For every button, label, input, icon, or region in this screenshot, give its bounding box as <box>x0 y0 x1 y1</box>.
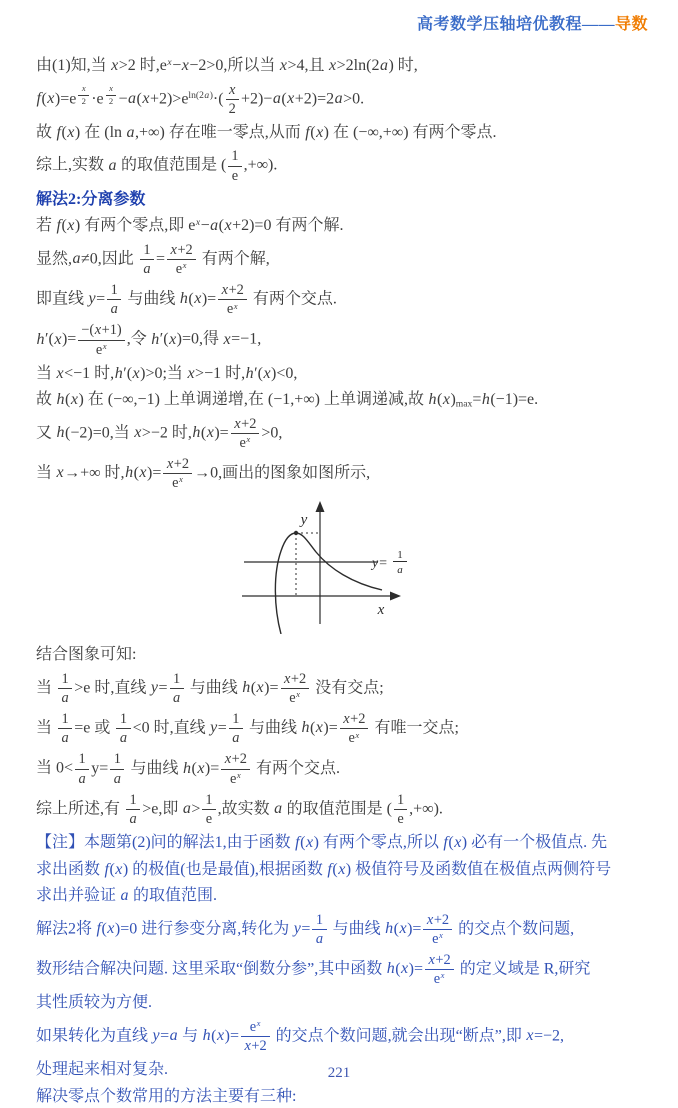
text-line: 故 h(x) 在 (−∞,−1) 上单调递增,在 (−1,+∞) 上单调递减,故 $h(x)_{max}=h(-1)=e$. <box>36 391 539 410</box>
y-axis-label: y <box>300 512 308 529</box>
text-line: f(x)=e $^{\frac{x}{2}}$ ·e $^{\frac{x}{2}}$ $-a(x+2)>e^{ln(2a)}\cdot$( $\frac{x}{2}$ +2)−a(x+2)=2a>0. <box>36 81 365 117</box>
hline-label <box>370 549 407 576</box>
text-line: 如果转化为直线 y=a 与 h(x)= $\frac{e^x}{x+2}$ 的交点个数问题,就会出现“断点”,即 x=−2, <box>36 1018 565 1054</box>
hline-label-numerator: 1 <box>397 549 403 562</box>
page-content <box>0 34 678 1107</box>
text-line: 综上所述,有 $\frac{1}{a}$ >e,即 a> $\frac{1}{e}$ ,故实数 a 的取值范围是 ( $\frac{1}{e}$ ,+∞). <box>36 791 443 827</box>
text-line: 由(1)知,当 x>2 时$,e^x-x-2>0$,所以当 x>4,且 x>2ln(2a) 时, <box>36 56 418 74</box>
hline-label-denominator: a <box>397 564 403 577</box>
curve-h <box>275 533 382 634</box>
text-line: 显然,a≠0,因此 $\frac{1}{a}$ = $\frac{x+2}{e^x}$ 有两个解, <box>36 241 270 277</box>
text-line: 处理起来相对复杂. <box>36 1061 169 1079</box>
header-title-accent: 导数 <box>614 16 648 33</box>
figure <box>220 496 460 639</box>
text-line: 求出并验证 a 的取值范围. <box>36 887 218 905</box>
text-line: 解法2:分离参数 <box>36 190 146 208</box>
text-line: 当 x<−1 时,h′(x)>0;当 x>−1 时,h′(x)<0, <box>36 364 298 382</box>
text-line: 数形结合解决问题. 这里采取“倒数分参”,其中函数 h(x)= $\frac{x+2}{e^x}$ 的定义域是 R,研究 <box>36 951 591 988</box>
page-header <box>0 0 678 34</box>
text-line: 若 f(x) 有两个零点,即 $e^x-a(x+2)=0$ 有两个解. <box>36 217 344 235</box>
content-lines-bottom <box>36 644 644 1107</box>
content-lines-top <box>36 55 644 491</box>
text-line: 综上,实数 a 的取值范围是 ( $\frac{1}{e}$ ,+∞). <box>36 148 278 184</box>
text-line: 解决零点个数常用的方法主要有三种: <box>36 1087 297 1105</box>
page-number: 221 <box>327 1065 351 1081</box>
text-line: 当 $\frac{1}{a}$ >e 时,直线 y= $\frac{1}{a}$ 与曲线 h(x)= $\frac{x+2}{e^x}$ 没有交点; <box>36 670 384 707</box>
text-line: 【注】本题第(2)问的解法1,由于函数 f(x) 有两个零点,所以 f(x) 必有一个极值点. 先 <box>36 833 608 851</box>
text-line: 解法2将 f(x)=0 进行参变分离,转化为 y= $\frac{1}{a}$ 与曲线 h(x)= $\frac{x+2}{e^x}$ 的交点个数问题, <box>36 911 575 947</box>
text-line: 求出函数 f(x) 的极值(也是最值),根据函数 f(x) 极值符号及函数值在极值点两侧符号 <box>36 860 612 878</box>
y-axis-arrow-icon <box>316 501 325 512</box>
text-line: 当 x→+∞ 时,h(x)= $\frac{x+2}{e^x}$ →0,画出的图象如图所示, <box>36 456 371 492</box>
x-axis-arrow-icon <box>390 592 401 601</box>
text-line: 又 h(−2)=0,当 x>−2 时,h(x)= $\frac{x+2}{e^x}$ >0, <box>36 415 283 451</box>
text-line: h′(x)= $\frac{-(x+1)}{e^x}$ ,令 h′(x)=0,得 x=−1, <box>36 322 262 358</box>
text-line: 即直线 y= $\frac{1}{a}$ 与曲线 h(x)= $\frac{x+2}{e^x}$ 有两个交点. <box>36 282 337 318</box>
text-line: 当 $\frac{1}{a}$ =e 或 $\frac{1}{a}$ <0 时,直线 y= $\frac{1}{a}$ 与曲线 h(x)= $\frac{x+2}{e^x}$ 有唯一交点; <box>36 711 459 747</box>
text-line: 当 0< $\frac{1}{a}$ y= $\frac{1}{a}$ 与曲线 h(x)= $\frac{x+2}{e^x}$ 有两个交点. <box>36 751 340 787</box>
x-axis-label: x <box>377 602 385 619</box>
peak-dot <box>294 531 298 535</box>
function-graph <box>220 496 460 634</box>
text-line: 其性质较为方便. <box>36 994 153 1012</box>
header-title: 高考数学压轴培优教程—— <box>416 16 615 33</box>
page-footer <box>0 1065 678 1082</box>
hline-label-prefix: y= <box>372 556 388 572</box>
text-line: 故 f(x) 在 (ln a,+∞) 存在唯一零点,从而 f(x) 在 (−∞,+∞) 有两个零点. <box>36 123 497 141</box>
text-line: 结合图象可知: <box>36 646 137 664</box>
